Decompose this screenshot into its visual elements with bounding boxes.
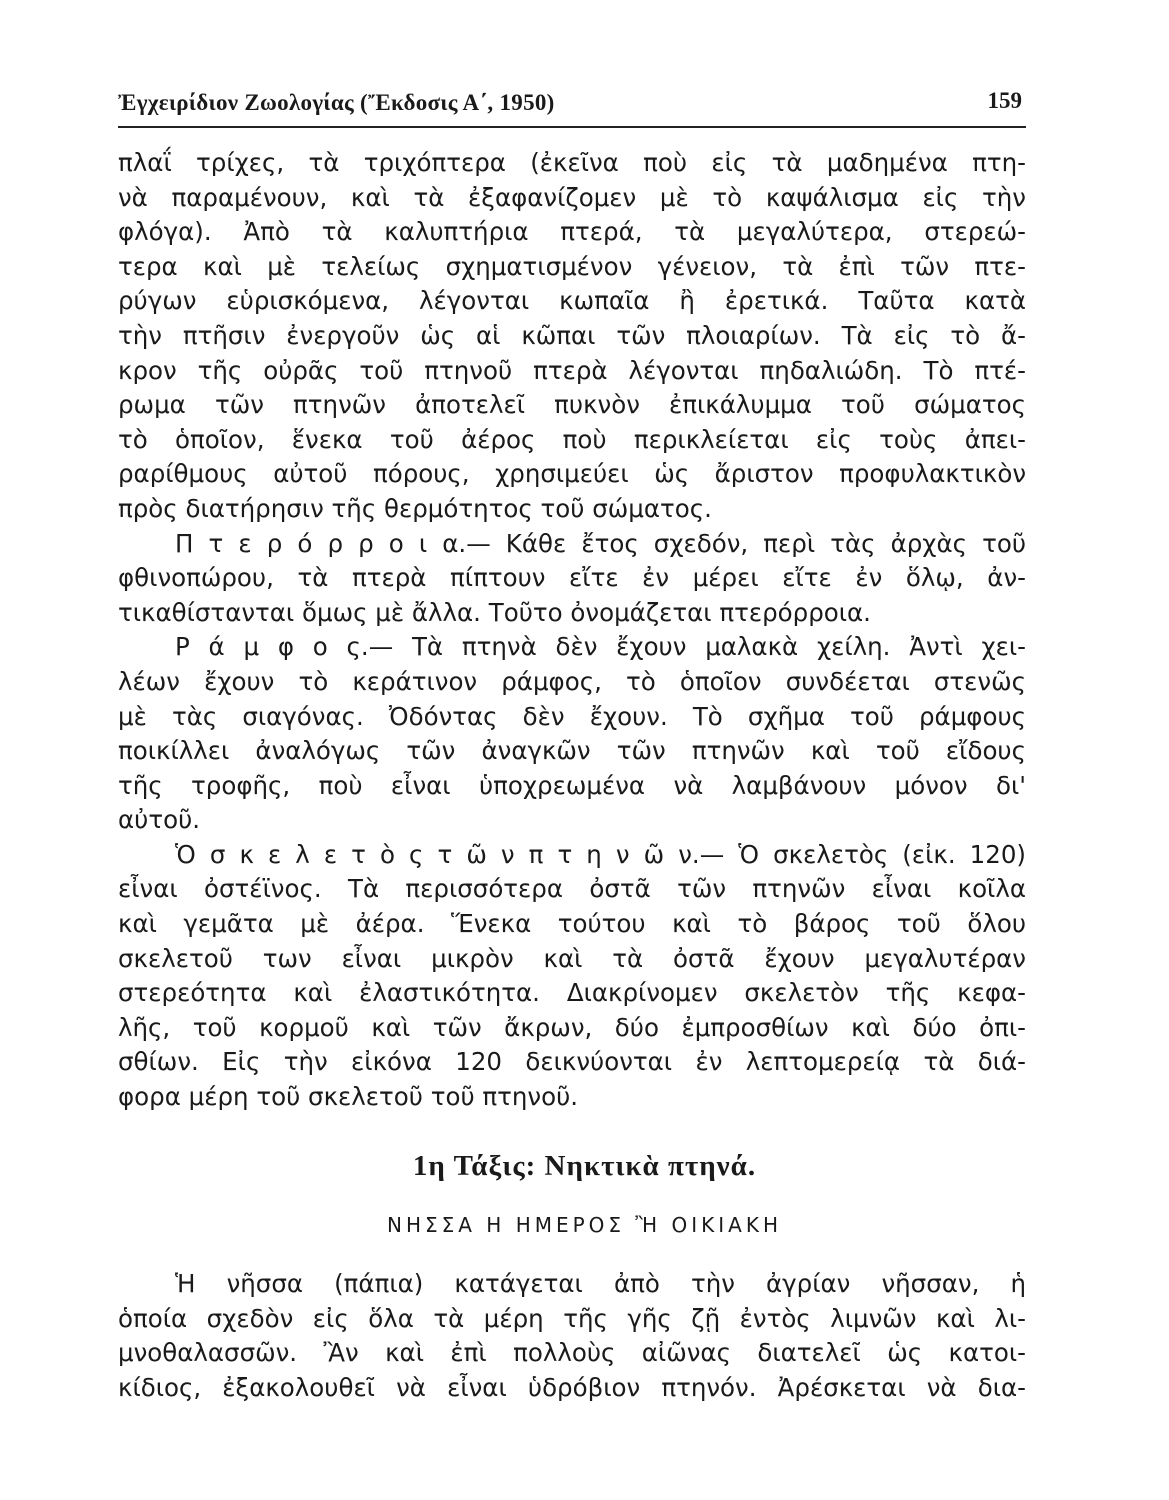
- text-line: Ἡ νῆσσα (πάπια) κατάγεται ἀπὸ τὴν ἀγρίαν νῆσσαν, ἡ: [175, 1269, 1026, 1298]
- page-number: 159: [987, 88, 1022, 113]
- text-line: κρον τῆς οὐρᾶς τοῦ πτηνοῦ πτερὰ λέγονται πηδαλιώδη. Τὸ πτέ-: [118, 355, 1026, 385]
- text-line: Ὁ σ κ ε λ ε τ ὸ ς τ ῶ ν π τ η ν ῶ ν.— Ὁ σκελετὸς (εἰκ. 120): [175, 839, 1026, 869]
- text-line: ρωμα τῶν πτηνῶν ἀποτελεῖ πυκνὸν ἐπικάλυμμα τοῦ σώματος: [118, 390, 1026, 420]
- text-line: πλαΐ τρίχες, τὰ τριχόπτερα (ἐκεῖνα ποὺ εἰς τὰ μαδημένα πτη-: [118, 148, 1026, 177]
- subheading: ΝΗΣΣΑ Η ΗΜΕΡΟΣ Ἢ ΟΙΚΙΑΚΗ: [386, 1213, 782, 1237]
- page-header: [118, 86, 1026, 128]
- text-line: σθίων. Εἰς τὴν εἰκόνα 120 δεικνύονται ἐν λεπτομερείᾳ τὰ διά-: [118, 1047, 1026, 1077]
- text-line: ὁποία σχεδὸν εἰς ὅλα τὰ μέρη τῆς γῆς ζῇ ἐντὸς λιμνῶν καὶ λι-: [118, 1303, 1026, 1333]
- text-line: κίδιος, ἐξακολουθεῖ νὰ εἶναι ὑδρόβιον πτηνόν. Ἀρέσκεται νὰ δια-: [118, 1372, 1026, 1402]
- text-line: καὶ γεμᾶτα μὲ ἀέρα. Ἕνεκα τούτου καὶ τὸ βάρος τοῦ ὅλου: [118, 909, 1026, 939]
- text-line: ραρίθμους αὐτοῦ πόρους, χρησιμεύει ὡς ἄριστον προφυλακτικὸν: [118, 459, 1026, 489]
- text-line: φλόγα). Ἀπὸ τὰ καλυπτήρια πτερά, τὰ μεγαλύτερα, στερεώ-: [118, 217, 1026, 247]
- text-line: ποικίλλει ἀναλόγως τῶν ἀναγκῶν τῶν πτηνῶν καὶ τοῦ εἴδους: [118, 736, 1026, 766]
- text-line: λῆς, τοῦ κορμοῦ καὶ τῶν ἄκρων, δύο ἐμπροσθίων καὶ δύο ὀπι-: [118, 1012, 1026, 1042]
- text-line: Ρ ά μ φ ο ς.— Τὰ πτηνὰ δὲν ἔχουν μαλακὰ χείλη. Ἀντὶ χει-: [175, 632, 1026, 662]
- text-line: τικαθίστανται ὅμως μὲ ἄλλα. Τοῦτο ὀνομάζεται πτερόρροια.: [118, 597, 871, 627]
- text-line: Π τ ε ρ ό ρ ρ ο ι α.— Κάθε ἔτος σχεδόν, περὶ τὰς ἀρχὰς τοῦ: [175, 528, 1026, 558]
- text-line: λέων ἔχουν τὸ κεράτινον ράμφος, τὸ ὁποῖον συνδέεται στενῶς: [118, 666, 1026, 696]
- text-line: φθινοπώρου, τὰ πτερὰ πίπτουν εἴτε ἐν μέρει εἴτε ἐν ὅλῳ, ἀν-: [118, 563, 1026, 593]
- lower-text: [118, 1267, 1026, 1405]
- text-line: εἶναι ὀστέϊνος. Τὰ περισσότερα ὀστᾶ τῶν πτηνῶν εἶναι κοῖλα: [118, 874, 1026, 904]
- body-text: [118, 146, 1026, 1115]
- text-line: αὐτοῦ.: [118, 805, 201, 835]
- text-line: πρὸς διατήρησιν τῆς θερμότητος τοῦ σώματος.: [118, 493, 712, 523]
- text-line: τερα καὶ μὲ τελείως σχηματισμένον γένειον, τὰ ἐπὶ τῶν πτε-: [118, 251, 1026, 281]
- text-line: φορα μέρη τοῦ σκελετοῦ τοῦ πτηνοῦ.: [118, 1082, 579, 1112]
- text-line: ρύγων εὑρισκόμενα, λέγονται κωπαῖα ἢ ἐρετικά. Ταῦτα κατὰ: [118, 286, 1026, 316]
- text-line: τὴν πτῆσιν ἐνεργοῦν ὡς αἱ κῶπαι τῶν πλοιαρίων. Τὰ εἰς τὸ ἄ-: [118, 320, 1026, 350]
- text-line: τῆς τροφῆς, ποὺ εἶναι ὑποχρεωμένα νὰ λαμβάνουν μόνον δι': [118, 770, 1026, 800]
- text-line: στερεότητα καὶ ἐλαστικότητα. Διακρίνομεν σκελετὸν τῆς κεφα-: [118, 978, 1026, 1008]
- text-line: μνοθαλασσῶν. Ἂν καὶ ἐπὶ πολλοὺς αἰῶνας διατελεῖ ὡς κατοι-: [118, 1338, 1026, 1368]
- text-line: σκελετοῦ των εἶναι μικρὸν καὶ τὰ ὀστᾶ ἔχουν μεγαλυτέραν: [118, 943, 1026, 973]
- section-heading: 1η Τάξις: Νηκτικὰ πτηνά.: [412, 1150, 757, 1182]
- text-line: μὲ τὰς σιαγόνας. Ὀδόντας δὲν ἔχουν. Τὸ σχῆμα τοῦ ράμφους: [118, 701, 1026, 731]
- text-line: νὰ παραμένουν, καὶ τὰ ἐξαφανίζομεν μὲ τὸ καψάλισμα εἰς τὴν: [118, 182, 1026, 212]
- running-title: Ἐγχειρίδιον Ζωολογίας (Ἔκδοσις Α΄, 1950): [118, 90, 555, 115]
- text-line: τὸ ὁποῖον, ἕνεκα τοῦ ἀέρος ποὺ περικλείεται εἰς τοὺς ἀπει-: [118, 424, 1026, 454]
